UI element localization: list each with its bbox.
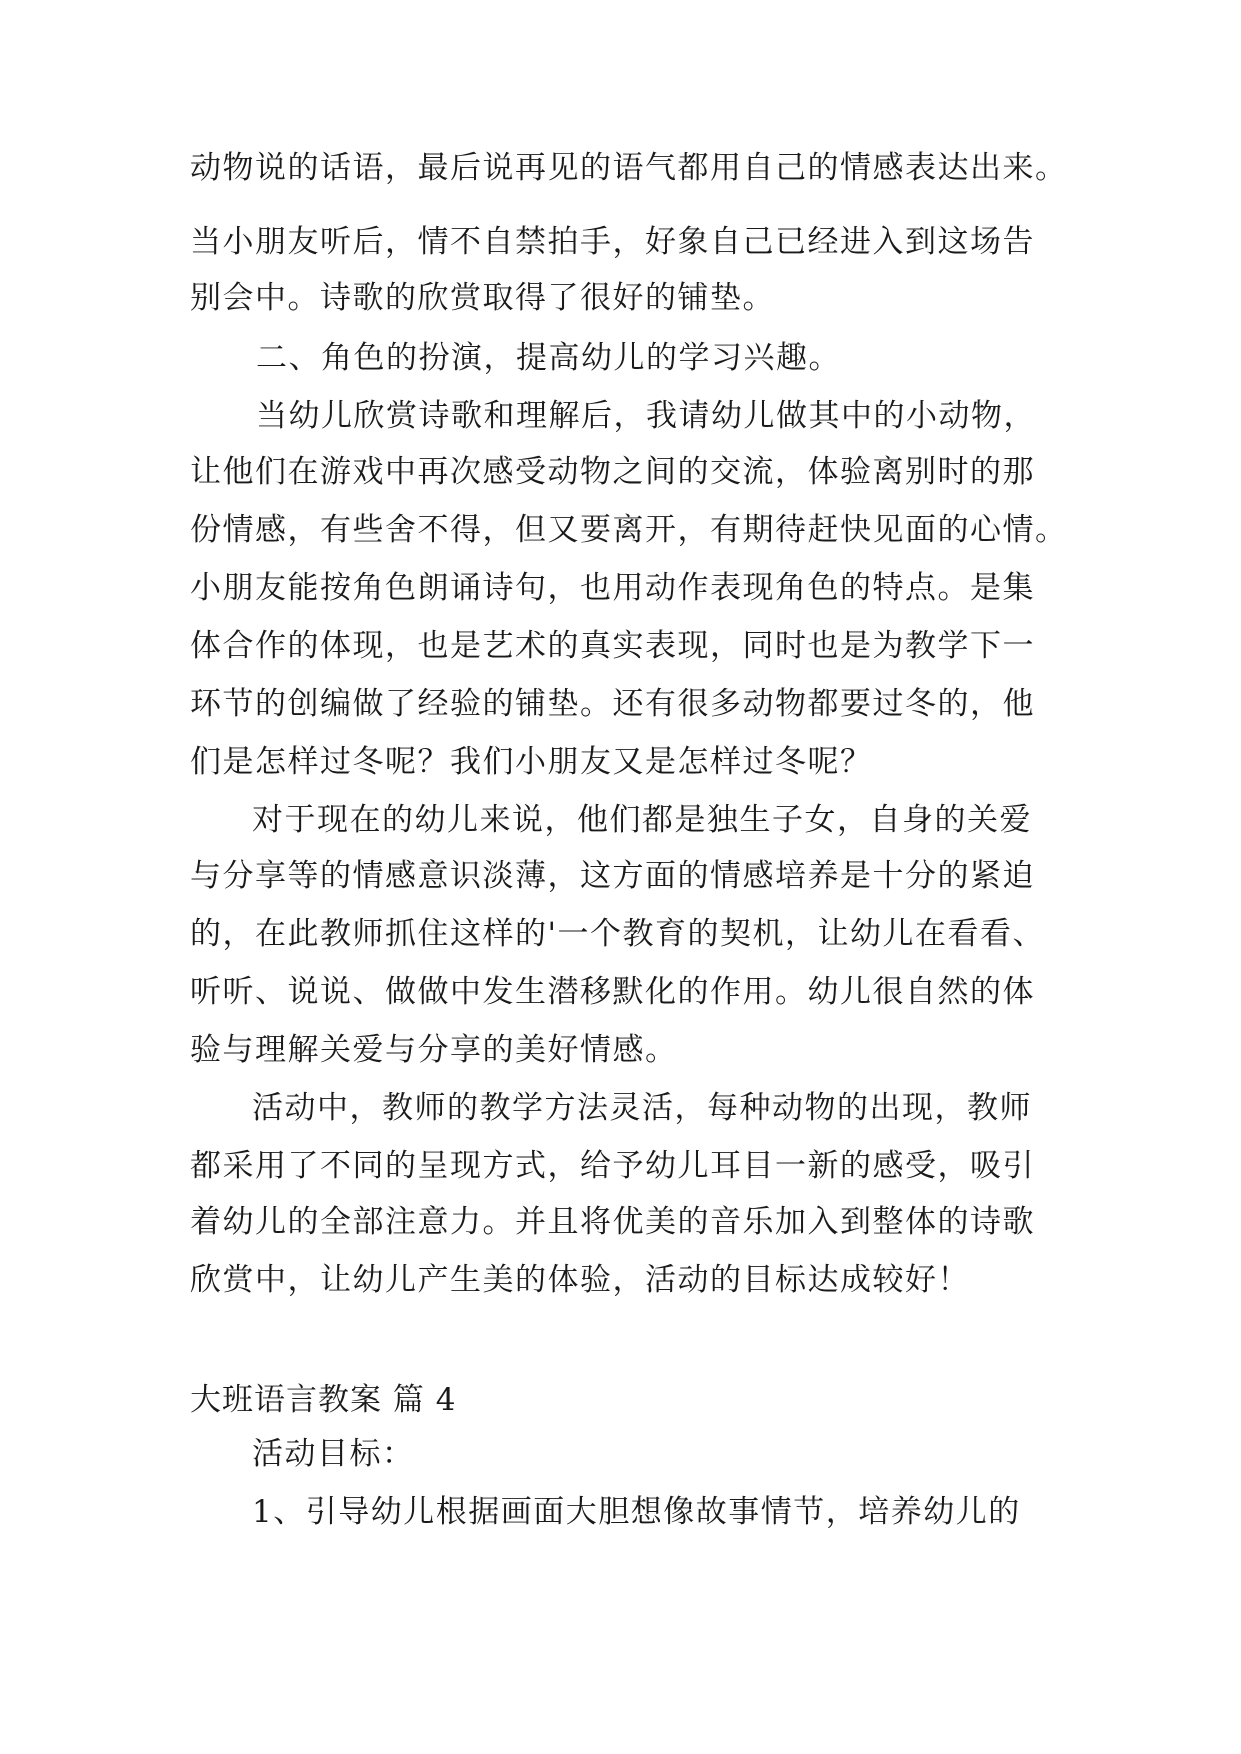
- text-line: 活动中，教师的教学方法灵活，每种动物的出现，教师: [252, 1090, 1032, 1126]
- text-line: 当小朋友听后，情不自禁拍手，好象自己已经进入到这场告: [190, 224, 1035, 260]
- text-line: 着幼儿的全部注意力。并且将优美的音乐加入到整体的诗歌: [190, 1204, 1035, 1240]
- section-subheading: 二、角色的扮演，提高幼儿的学习兴趣。: [256, 340, 841, 376]
- text-line: 体合作的体现，也是艺术的真实表现，同时也是为教学下一: [190, 628, 1035, 664]
- text-line: 当幼儿欣赏诗歌和理解后，我请幼儿做其中的小动物，: [256, 398, 1036, 434]
- text-line: 动物说的话语，最后说再见的语气都用自己的情感表达出来。: [190, 150, 1068, 186]
- text-line: 的，在此教师抓住这样的'一个教育的契机，让幼儿在看看、: [190, 916, 1046, 952]
- text-line: 让他们在游戏中再次感受动物之间的交流，体验离别时的那: [190, 454, 1035, 490]
- text-line: 环节的创编做了经验的铺垫。还有很多动物都要过冬的，他: [190, 686, 1035, 722]
- text-line: 对于现在的幼儿来说，他们都是独生子女，自身的关爱: [252, 802, 1032, 838]
- text-line: 与分享等的情感意识淡薄，这方面的情感培养是十分的紧迫: [190, 858, 1035, 894]
- text-line: 验与理解关爱与分享的美好情感。: [190, 1032, 678, 1068]
- text-line: 都采用了不同的呈现方式，给予幼儿耳目一新的感受，吸引: [190, 1148, 1035, 1184]
- text-line: 份情感，有些舍不得，但又要离开，有期待赶快见面的心情。: [190, 512, 1068, 548]
- text-line: 小朋友能按角色朗诵诗句，也用动作表现角色的特点。是集: [190, 570, 1035, 606]
- text-line: 们是怎样过冬呢？我们小朋友又是怎样过冬呢？: [190, 744, 873, 780]
- text-line: 1、引导幼儿根据画面大胆想像故事情节，培养幼儿的: [252, 1494, 1021, 1530]
- text-line: 别会中。诗歌的欣赏取得了很好的铺垫。: [190, 280, 775, 316]
- section-heading: 大班语言教案 篇 4: [190, 1382, 457, 1418]
- text-line: 活动目标：: [252, 1436, 415, 1472]
- text-line: 欣赏中，让幼儿产生美的体验，活动的目标达成较好！: [190, 1262, 970, 1298]
- text-line: 听听、说说、做做中发生潜移默化的作用。幼儿很自然的体: [190, 974, 1035, 1010]
